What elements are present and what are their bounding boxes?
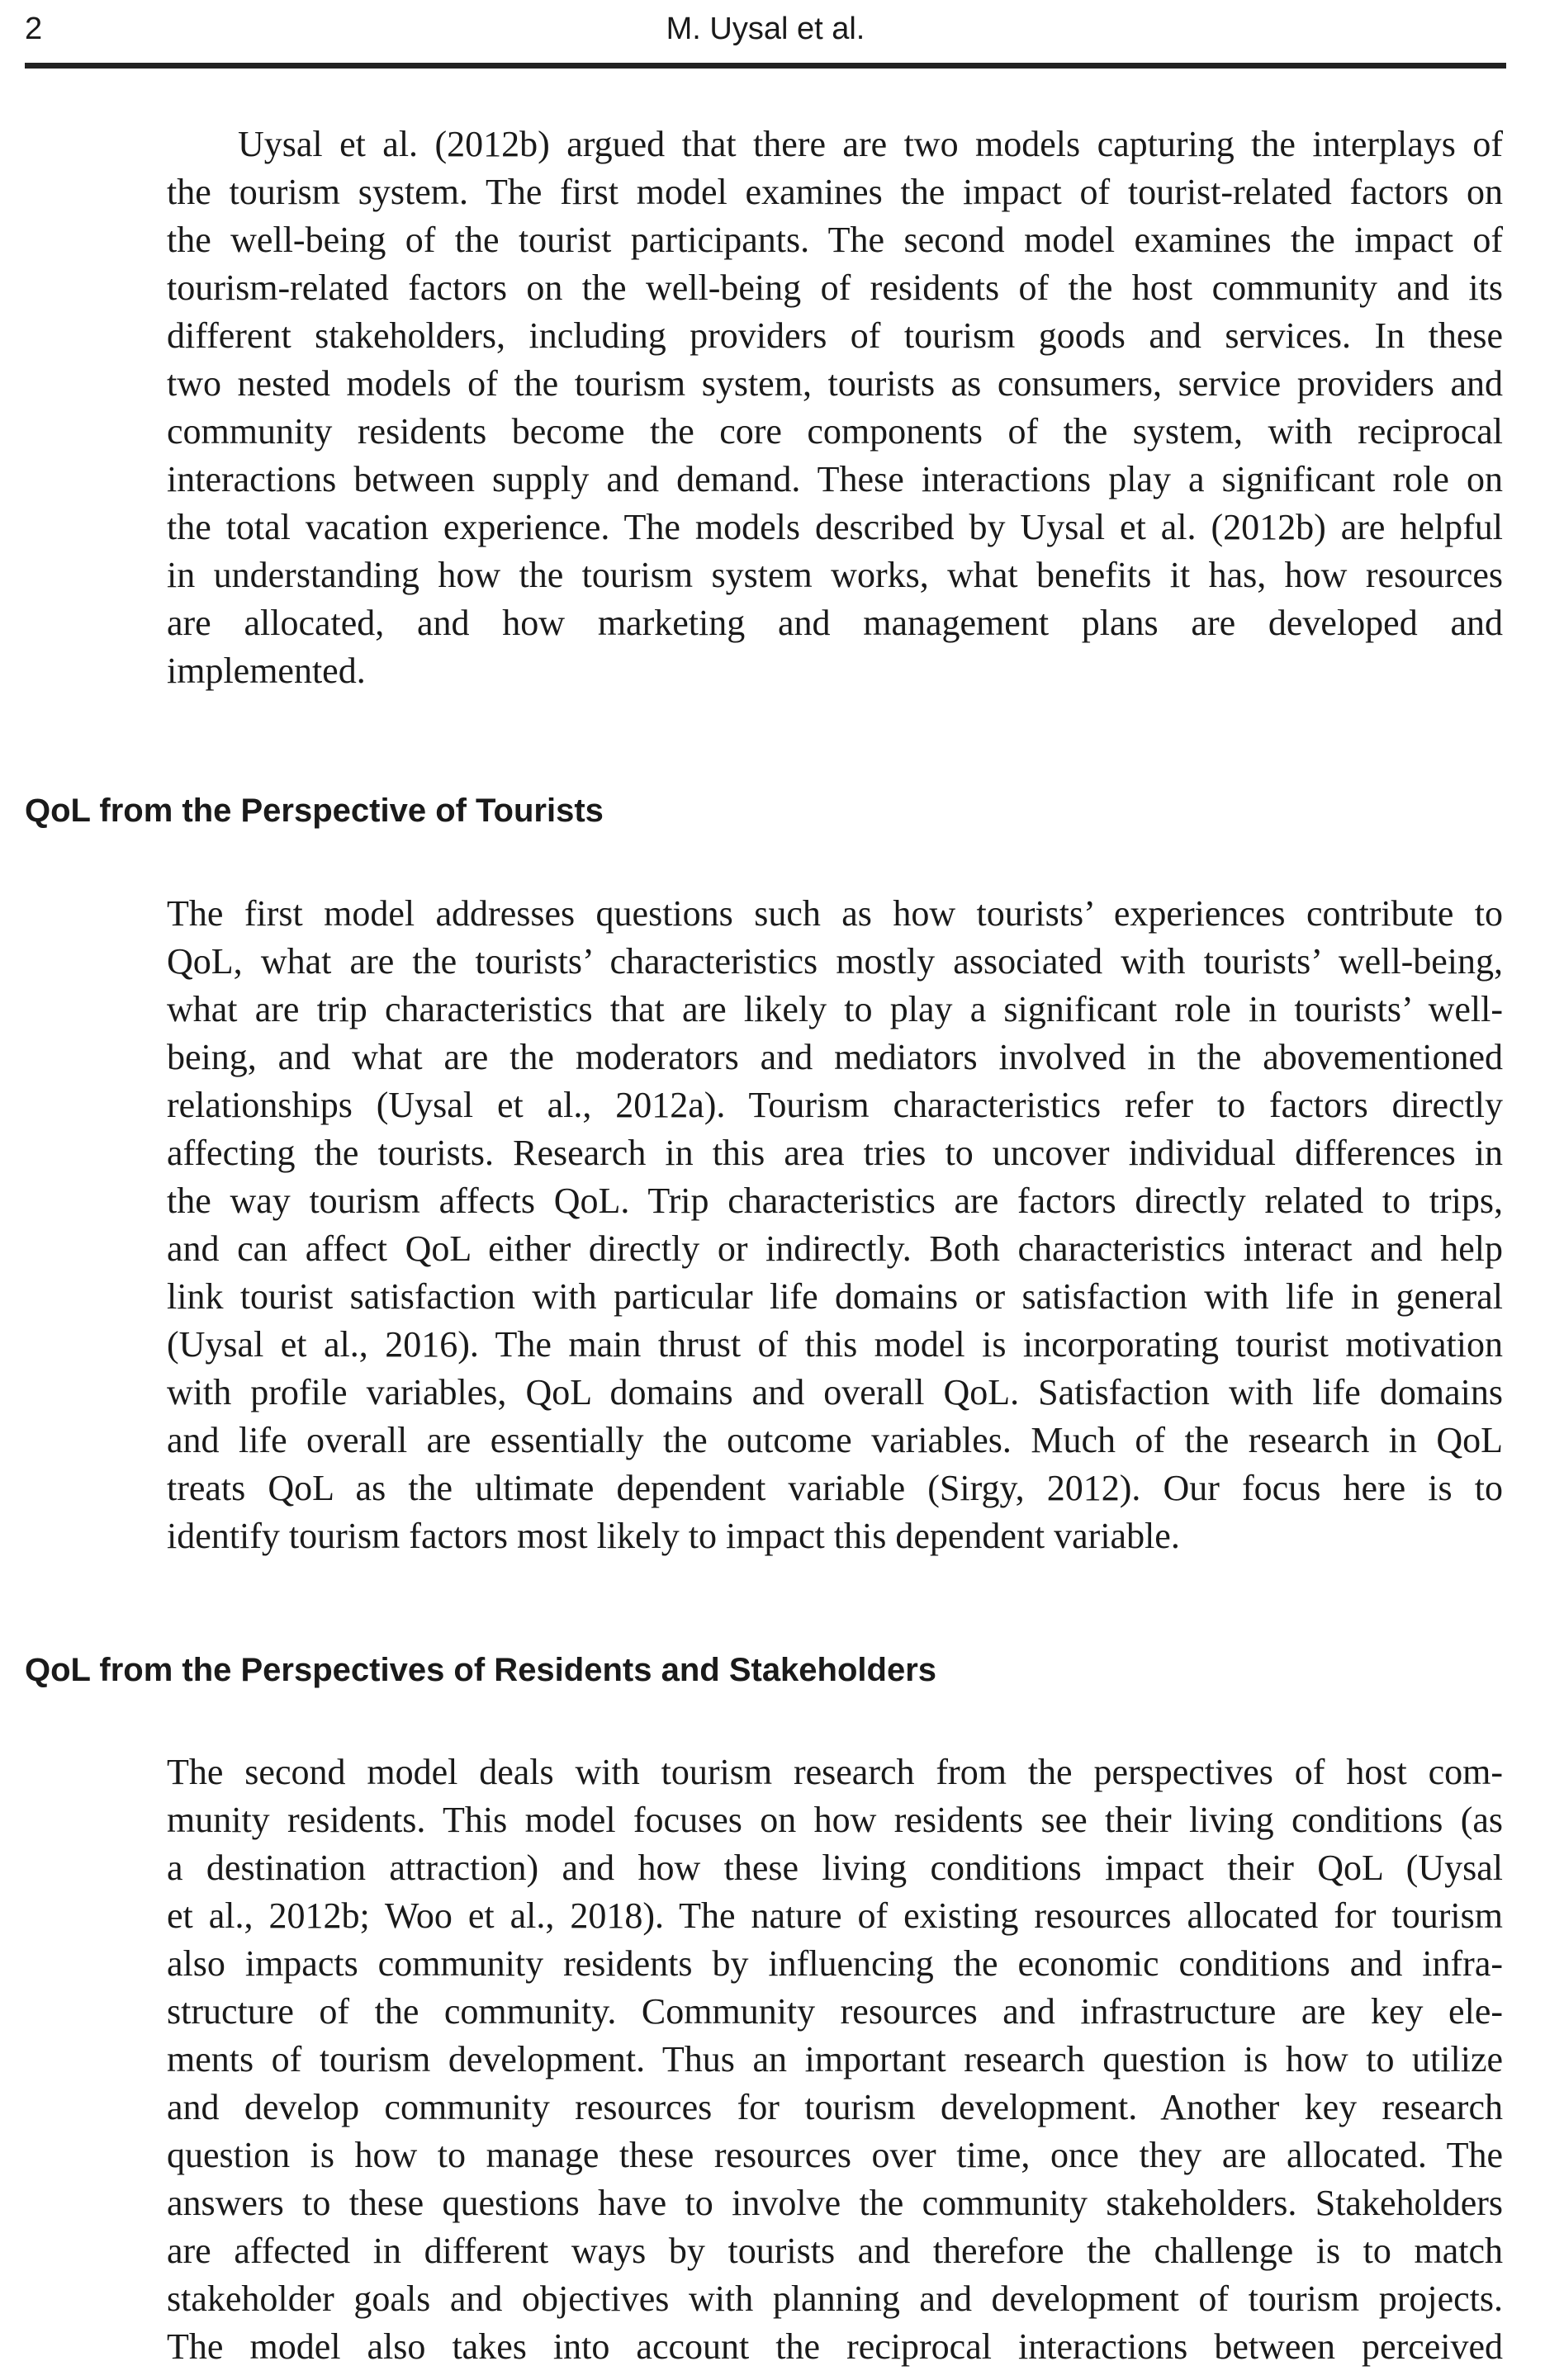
text-line: being, and what are the moderators and mediators involved in the abovementioned	[167, 1037, 1503, 1077]
paragraph-intro	[167, 121, 1503, 695]
text-line: also impacts community residents by influencing the economic conditions and infra-	[167, 1943, 1503, 1984]
text-line: are affected in different ways by tourists and therefore the challenge is to match	[167, 2231, 1503, 2271]
text-line: with profile variables, QoL domains and overall QoL. Satisfaction with life domains	[167, 1372, 1503, 1412]
text-line: what are trip characteristics that are likely to play a significant role in tourists’ well-	[167, 989, 1503, 1029]
text-line: the well-being of the tourist participants. The second model examines the impact of	[167, 220, 1503, 260]
text-line: in understanding how the tourism system works, what benefits it has, how resources	[167, 555, 1503, 595]
text-line: implemented.	[167, 651, 366, 691]
text-line: Uysal et al. (2012b) argued that there are two models capturing the interplays of	[238, 124, 1503, 164]
section-heading-tourists: QoL from the Perspective of Tourists	[25, 793, 604, 829]
text-line: stakeholder goals and objectives with planning and development of tourism projects.	[167, 2278, 1503, 2319]
paragraph-residents	[167, 1748, 1503, 2371]
text-line: the total vacation experience. The models described by Uysal et al. (2012b) are helpful	[167, 507, 1503, 547]
page-header	[25, 12, 1506, 61]
text-line: (Uysal et al., 2016). The main thrust of this model is incorporating tourist motivation	[167, 1324, 1503, 1365]
running-head: M. Uysal et al.	[666, 12, 865, 46]
text-line: tourism-related factors on the well-being of residents of the host community and its	[167, 267, 1503, 308]
text-line: interactions between supply and demand. These interactions play a significant role on	[167, 459, 1503, 499]
text-line: answers to these questions have to involve the community stakeholders. Stakeholders	[167, 2183, 1503, 2223]
text-line: relationships (Uysal et al., 2012a). Tourism characteristics refer to factors directly	[167, 1085, 1503, 1125]
paragraph-tourists	[167, 890, 1503, 1560]
page-number: 2	[25, 12, 43, 46]
text-line: affecting the tourists. Research in this area tries to uncover individual differences in	[167, 1133, 1503, 1173]
text-line: The model also takes into account the reciprocal interactions between perceived	[167, 2326, 1503, 2367]
text-line: question is how to manage these resources over time, once they are allocated. The	[167, 2135, 1503, 2175]
text-line: munity residents. This model focuses on how residents see their living conditions (as	[167, 1800, 1503, 1840]
text-line: structure of the community. Community resources and infrastructure are key ele-	[167, 1991, 1503, 2032]
text-line: community residents become the core components of the system, with reciprocal	[167, 411, 1503, 452]
text-line: treats QoL as the ultimate dependent variable (Sirgy, 2012). Our focus here is to	[167, 1468, 1503, 1508]
text-line: different stakeholders, including providers of tourism goods and services. In these	[167, 315, 1503, 356]
text-line: and develop community resources for tourism development. Another key research	[167, 2087, 1503, 2127]
text-line: a destination attraction) and how these living conditions impact their QoL (Uysal	[167, 1848, 1503, 1888]
text-line: link tourist satisfaction with particular life domains or satisfaction with life in general	[167, 1276, 1503, 1317]
section-heading-residents: QoL from the Perspectives of Residents and Stakeholders	[25, 1652, 937, 1688]
text-line: identify tourism factors most likely to impact this dependent variable.	[167, 1516, 1180, 1556]
text-line: The second model deals with tourism research from the perspectives of host com-	[167, 1752, 1503, 1792]
text-line: ments of tourism development. Thus an important research question is how to utilize	[167, 2039, 1503, 2080]
text-line: the tourism system. The first model examines the impact of tourist-related factors on	[167, 172, 1503, 212]
text-line: two nested models of the tourism system, tourists as consumers, service providers and	[167, 363, 1503, 404]
header-rule	[25, 63, 1506, 69]
text-line: the way tourism affects QoL. Trip characteristics are factors directly related to trips,	[167, 1181, 1503, 1221]
text-line: The first model addresses questions such as how tourists’ experiences contribute to	[167, 893, 1503, 934]
text-line: and can affect QoL either directly or indirectly. Both characteristics interact and help	[167, 1228, 1503, 1269]
text-line: and life overall are essentially the outcome variables. Much of the research in QoL	[167, 1420, 1503, 1460]
text-line: QoL, what are the tourists’ characteristics mostly associated with tourists’ well-being,	[167, 941, 1503, 982]
text-line: et al., 2012b; Woo et al., 2018). The nature of existing resources allocated for tourism	[167, 1895, 1503, 1936]
text-line: are allocated, and how marketing and management plans are developed and	[167, 603, 1503, 643]
